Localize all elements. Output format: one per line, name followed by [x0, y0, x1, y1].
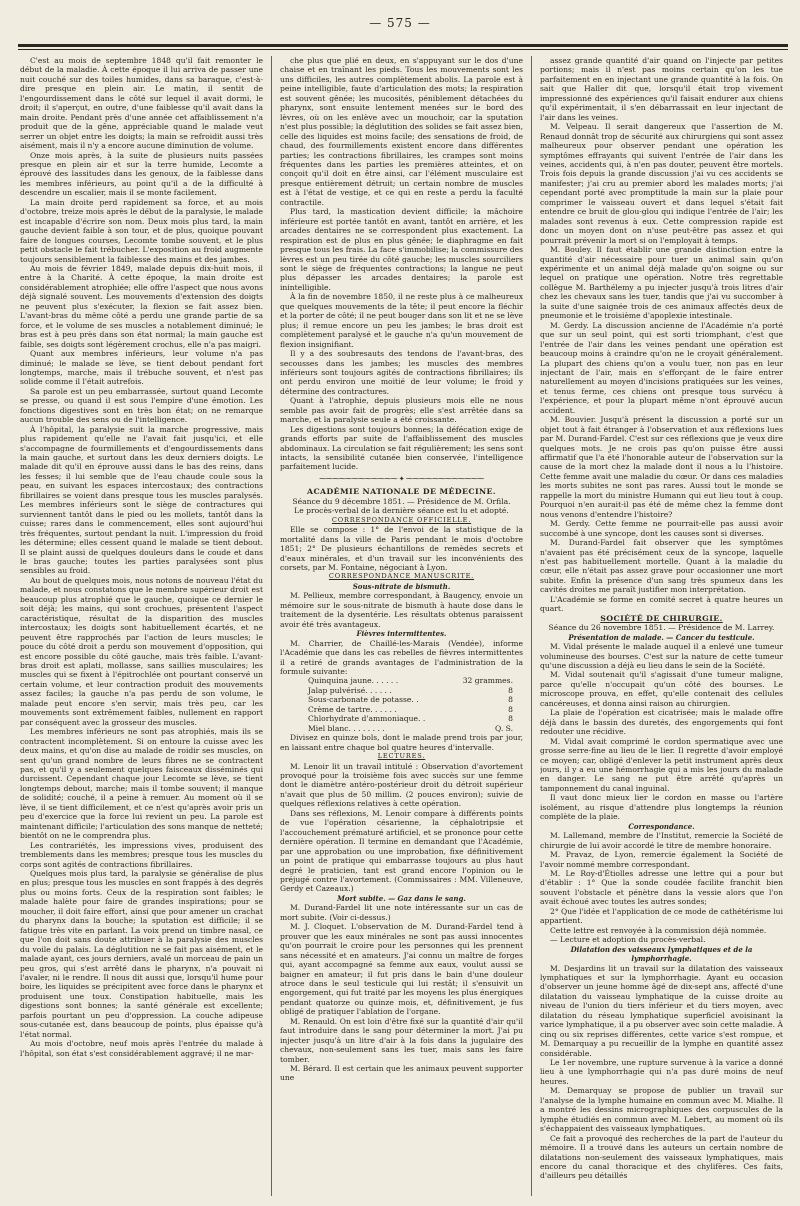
paragraph: La plaie de l'opération est cicatrisée; mais le malade offre déjà dans le bassin des duretés, des engorgements qui font redouter une récidive. — [540, 708, 783, 737]
paragraph: Quant aux membres inférieurs, leur volume n'a pas diminué; le malade se lève, se tient debout pendant fort longtemps, marche, mais il trébuche souvent, et n'est pas solide comme il l'était autrefois. — [20, 349, 263, 387]
paragraph: M. Vidal avait comprimé le cordon spermatique avec une grosse serre-fine au lieu de le lier. Il regrette d'avoir employé ce moyen; car, obligé d'enlever la petit instrument après deux jours, il y a eu une hémorrhagie qui a mis les jours du malade en danger. Le sang ne put être arrêté qu'après un tamponnement du canal inguinal. — [540, 736, 783, 793]
paragraph: M. Vidal présente le malade auquel il a enlevé une tumeur volumineuse des bourses. C'est sur la nature de cette tumeur qu'une discussion a déjà eu lieu dans le sein de la Société. — [540, 642, 783, 670]
paragraph: M. Bérard. Il est certain que les animaux peuvent supporter une — [280, 1064, 523, 1083]
paragraph: Sa parole est un peu embarrassée, surtout quand Lecomte se presse, ou quand il est sous l'empire d'une émotion. Les fonctions digestives sont en très bon état; on ne remarque aucun trouble des sens ou de l'intelligence. — [20, 386, 263, 425]
quantity: 8 — [508, 695, 513, 705]
column-1 — [20, 56, 263, 1196]
subheading: Présentation de malade. — Cancer du testicule. — [568, 632, 755, 642]
paragraph: À l'hôpital, la paralysie suit la marche progressive, mais plus rapidement qu'elle ne l'avait fait jusqu'ici, et elle s'accompagne de fourmillements et d'engourdissements dans la main gauche, et surtout dans les deux derniers doigts. Le malade dit qu'il en éprouve aussi dans le bas des reins, dans les fesses; il lui semble que de l'eau chaude coule sous la peau, en suivant les espaces intercostaux; des contractions fibrillaires se voient dans presque tous les muscles paralysés. Les membres inférieurs sont le siège de contractures qui surviennent tantôt dans le pied ou les mollets, tantôt dans la cuisse; rares dans le commencement, elles sont aujourd'hui très fréquentes, surtout pendant la nuit. L'impression du froid les détermine; elles cessent quand le malade se tient debout. Il se plaint aussi de quelques douleurs dans le coude et dans le bras gauche; toutes les parties paralysées sont plus sensibles au froid. — [20, 424, 263, 576]
page-number: — 575 — — [369, 16, 431, 30]
paragraph: M. Desjardins lit un travail sur la dilatation des vaisseaux lymphatiques et sur la lymphorrhagie. Ayant eu occasion d'observer un jeune homme âgé de dix-sept ans, affecté d'une dilatation du vaisseau lymphatique de la cuisse droite au niveau de l'union du tiers inférieur et du tiers moyen, avec dilatation du réseau lymphatique superficiel avoisinant la varice lymphatique, il a pu observer avec soin cette maladie. À cinq ou six reprises différentes, cette varice s'est rompue, et M. Demarquay a pu recueillir de la lymphe en quantité assez considérable. — [540, 963, 783, 1058]
paragraph: M. Pravaz, de Lyon, remercie également la Société de l'avoir nommé membre correspondant. — [540, 850, 783, 869]
paragraph: Il y a des soubresauts des tendons de l'avant-bras, des secousses dans les jambes; les muscles des membres inférieurs sont toujours agités de contractions fibrillaires; ils ont perdu environ une moitié de leur volume; le froid y détermine des contractures. — [280, 349, 523, 396]
column-3 — [540, 56, 783, 1196]
ingredient: Miel blanc. . . . . . . . — [308, 723, 385, 733]
paragraph: Plus tard, la mastication devient difficile; la mâchoire inférieure est portée tantôt en avant, tantôt en arrière, et les arcades dentaires ne se correspondent plus exactement. La respiration est de plus en plus gênée; le diaphragme en fait presque tous les frais. La face s'immobilise; la commissure des lèvres est un peu tirée du côté gauche; les muscles sourciliers sont le siège de fréquentes contractions; la langue ne peut plus dépasser les arcades dentaires; la parole est inintelligible. — [280, 207, 523, 292]
subheading: CORRESPONDANCE MANUSCRITE. — [328, 572, 475, 581]
paragraph: Les contrariétés, les impressions vives, produisent des tremblements dans les membres; presque tous les muscles du corps sont agités de contractions fibrillaires. — [20, 840, 263, 869]
paragraph: Le procès-verbal de la dernière séance est lu et adopté. — [294, 506, 509, 516]
paragraph: assez grande quantité d'air quand on l'injecte par petites portions; mais il n'est pas moins certain qu'on les tue parfaitement en en injectant une grande quantité à la fois. On sait que Haller dit que, lorsqu'il était trop vivement impressionné des expériences qu'il faisait endurer aux chiens qu'il expérimentait, il s'en débarrassait en leur injectant de l'air dans les veines. — [540, 56, 783, 122]
paragraph: M. Lallemand, membre de l'Institut, remercie la Société de chirurgie de lui avoir accordé le titre de membre honoraire. — [540, 831, 783, 850]
formula-row — [280, 676, 523, 685]
paragraph: M. Demarquay se propose de publier un travail sur l'analyse de la lymphe humaine en commun avec M. Mialhe. Il a montré les dessins micrographiques des corpuscules de la lymphe étudiés en commun avec M. Lebert, au moment où ils s'échappaient des vaisseaux lymphatiques. — [540, 1086, 783, 1134]
ingredient: Sous-carbonate de potasse. . — [308, 695, 419, 705]
paragraph: La main droite perd rapidement sa force, et au mois d'octobre, treize mois après le début de la paralysie, le malade est incapable d'écrire son nom. Deux mois plus tard, la main gauche devient faible à son tour, et de plus, quoique pouvant faire de longues courses, Lecomte tombe souvent, et le plus petit obstacle le fait trébucher. L'exposition au froid augmente toujours sensiblement la faiblesse des mains et des jambes. — [20, 197, 263, 264]
paragraph: Les membres inférieurs ne sont pas atrophiés, mais ils se contractent incomplètement. Si on entoure la cuisse avec les deux mains, et qu'on dise au malade de roidir ses muscles, on sent qu'un grand nombre de leurs fibres ne se contractent pas, et qu'il y a seulement quelques faisceaux disséminés qui durcissent. Cependant chaque jour Lecomte se lève, se tient longtemps debout, marche; mais il tombe souvent; il manque de solidité; couché, il a peine à remuer. Au moment où il se lève, il se tient difficilement, et ce n'est qu'après avoir pris un peu d'exercice que la force lui revient un peu. La parole est maintenant difficile; l'articulation des sons manque de netteté; bientôt on ne le comprendra plus. — [20, 727, 263, 841]
quantity: 32 grammes. — [462, 676, 513, 686]
section-title-academie: ACADÉMIE NATIONALE DE MÉDECINE. — [307, 487, 496, 497]
header-rule-thin — [18, 49, 788, 50]
paragraph: 2° Que l'idée et l'application de ce mode de cathétérisme lui appartient. — [540, 906, 783, 926]
paragraph: Elle se compose : 1° de l'envoi de la statistique de la mortalité dans la ville de Paris pendant le mois d'octobre 1851; 2° De plusieurs échantillons de remèdes secrets et d'eaux minérales, et d'un travail sur les inconvénients des corsets, par M. Fontaine, négociant à Lyon. — [280, 525, 523, 573]
paragraph: Au bout de quelques mois, nous notons de nouveau l'état du malade, et nous constatons que le membre supérieur droit est beaucoup plus atrophié que le gauche, quoique ce dernier le soit déjà; les mains, qui sont crochues, présentent l'aspect caractéristique, résultat de la disparition des muscles intercostaux; les doigts sont habituellement écartés, et ne peuvent être rapprochés par l'action de leurs muscles; le pouce du côté droit a perdu son mouvement d'opposition, qui est encore possible du côté gauche, mais très faible. L'avant-bras droit est aplati, mollasse, sans saillies musculaires; les muscles qui se fixent à l'épitrochlée ont pourtant conservé un certain volume, et leur contraction produit des mouvements assez faciles; la gauche n'a pas perdu de son volume, le malade peut encore s'en servir, mais très peu, car les mouvements sont extrêmement faibles, nullement en rapport par conséquent avec la grosseur des muscles. — [20, 575, 263, 727]
paragraph: Au mois de février 1849, malade depuis dix-huit mois, il entre à la Charité. À cette époque, la main droite est considérablement atrophiée; elle offre l'aspect que nous avons déjà signalé souvent. Les mouvements d'extension des doigts ne peuvent plus s'exécuter, la flexion se fait assez bien. L'avant-bras du même côté a perdu une grande partie de sa force, et le volume de ses muscles a notablement diminué; le bras est à peu près dans son état normal; la main gauche est faible, ses doigts sont légèrement crochus, elle n'a pas maigri. — [20, 263, 263, 349]
paragraph: Dans ses réflexions, M. Lenoir compare à différents points de vue l'opération césarienne, la céphalotripsie et l'accouchement prématuré artificiel, et se prononce pour cette dernière opération. Il termine en demandant que l'Académie, par une approbation ou une improbation, fixe définitivement un point de pratique qui embarrasse toujours au plus haut degré le praticien, tant est grand encore l'opinion ou le préjugé contre l'avortement. (Commissaires : MM. Villeneuve, Gerdy et Cazeaux.) — [280, 808, 523, 894]
column-2 — [280, 56, 523, 1196]
ingredient: Chlorhydrate d'ammoniaque. . — [308, 714, 426, 724]
session-line: Séance du 9 décembre 1851. — Présidence de M. Orfila. — [292, 496, 511, 506]
quantity: 8 — [508, 685, 513, 695]
header-rule — [18, 44, 788, 47]
ingredient: Jalap pulvérisé. . . . . . — [308, 685, 392, 695]
formula-row — [280, 724, 523, 733]
paragraph: M. Gerdy. Cette femme ne pourrait-elle pas aussi avoir succombé à une syncope, dont les causes sont si diverses. — [540, 519, 783, 538]
paragraph: Le 1er novembre, une rupture survenue à la varice a donné lieu à une lymphorrhagie qui n'a pas duré moins de neuf heures. — [540, 1058, 783, 1086]
paragraph: M. Durand-Fardel lit une note intéressante sur un cas de mort subite. (Voir ci-dessus.) — [280, 903, 523, 922]
subheading: CORRESPONDANCE OFFICIELLE. — [331, 515, 472, 524]
paragraph: Au mois d'octobre, neuf mois après l'entrée du malade à l'hôpital, son état s'est considérablement aggravé; il ne mar- — [20, 1039, 263, 1058]
paragraph: Quelques mois plus tard, la paralysie se généralise de plus en plus; presque tous les muscles en sont frappés à des degrés plus ou moins forts. Ceux de la respiration sont faibles; le malade halète pour faire de grandes inspirations; pour se moucher, il doit faire effort, ainsi que pour amener un crachat du pharynx dans la bouche; la sputation est difficile; il se fatigue très vite en parlant. La voix prend un timbre nasal, ce que l'on doit sans doute attribuer à la paralysie des muscles du voile du palais. La déglutition ne se fait pas aisément, et le malade ayant, ces jours derniers, avalé un morceau de pain un peu gros, qui s'est arrêté dans le pharynx, n'a pouvait ni l'avaler, ni le rendre. Il nous dit aussi que, lorsqu'il hume pour boire, les liquides se précipitent avec force dans le pharynx et produisent une toux. Constipation habituelle, mais les digestions sont bonnes; la santé générale est excellente; parfois pourtant un peu d'oppression. La couche adipeuse sous-cutanée est, dans beaucoup de points, plus épaisse qu'à l'état normal. — [20, 868, 263, 1039]
paragraph: M. Bouvier. Jusqu'à présent la discussion a porté sur un objet tout à fait étranger à l'observation et aux réflexions lues par M. Durand-Fardel. C'est sur ces réflexions que je veux dire quelques mots. Je ne crois pas qu'on puisse être aussi affirmatif que l'a été l'honorable auteur de l'observation sur la cause de la mort chez la malade dont il nous a lu l'histoire. Cette femme avait une maladie du cœur. Or dans ces maladies les morts subites ne sont pas rares. Aussi tout le monde se rappelle la mort du ministre Humann qui eut lieu tout à coup. Pourquoi n'en aurait-il pas été de même chez la femme dont nous venons d'entendre l'histoire? — [540, 415, 783, 519]
formula-row — [280, 714, 523, 723]
paragraph: M. Lenoir lit un travail intitulé : Observation d'avortement provoqué pour la troisième fois avec succès sur une femme dont le diamètre antéro-postérieur droit du détroit supérieur n'avait que plus de 50 millim. (2 pouces environ); suivie de quelques réflexions relatives à cette opération. — [280, 761, 523, 809]
column-divider — [271, 56, 272, 1196]
subheading: LECTURES. — [377, 752, 426, 761]
subheading: Fièvres intermittentes. — [356, 629, 447, 639]
paragraph: M. Bouley. Il faut établir une grande distinction entre la quantité d'air nécessaire pour tuer un animal sain qu'on expérimente et un animal déjà malade qu'on soigne ou sur lequel on pratique une opération. Notre très regrettable collègue M. Barthélemy a pu injecter jusqu'à trois litres d'air chez les chevaux sans les tuer, tandis que j'ai vu succomber à la suite d'une saignée trois de ces animaux affectés deux de pneumonie et le troisième d'apoplexie intestinale. — [540, 245, 783, 321]
paragraph: Les digestions sont toujours bonnes; la défécation exige de grands efforts par suite de l'affaiblissement des muscles abdominaux. La circulation se fait régulièrement; les sens sont intacts, la sensibilité cutanée bien conservée, l'intelligence parfaitement lucide. — [280, 424, 523, 472]
subheading: Mort subite. — Gaz dans le sang. — [337, 893, 466, 903]
paragraph: Ce fait a provoqué des recherches de la part de l'auteur du mémoire. Il a trouvé dans les auteurs un certain nombre de dilatations non-seulement des vaisseaux lymphatiques, mais encore du canal thoracique et des chylifères. Ces faits, d'ailleurs peu détaillés — [540, 1133, 783, 1181]
paragraph: Quant à l'atrophie, depuis plusieurs mois elle ne nous semble pas avoir fait de progrès; elle s'est arrêtée dans sa marche, et la paralysie seule a été croissante. — [280, 396, 523, 425]
column-divider — [531, 56, 532, 1196]
paragraph: M. Gerdy. La discussion ancienne de l'Académie n'a porté que sur un seul point, qui est sorti triomphant, c'est que l'entrée de l'air dans les veines pendant une opération est beaucoup moins à craindre qu'on ne le croyait généralement. La plupart des chiens qu'on a voulu tuer, non pas en leur injectant de l'air, mais en s'efforçant de le faire entrer naturellement au moyen d'incisions pratiquées sur les veines, et tenus ferme, ces chiens ont presque tous survécu à l'expérience, et pour la plupart même n'ont éprouvé aucun accident. — [540, 320, 783, 415]
ingredient: Crème de tartre. . . . . . — [308, 704, 397, 714]
paragraph: M. Durand-Fardel fait observer que les symptômes n'avaient pas été précisément ceux de la syncope, laquelle n'est pas habituellement mortelle. Quant à la maladie du cœur, elle n'était pas assez grave pour occasionner une mort subite. Enfin la présence d'un sang très spumeux dans les cavités droites me paraît justifier mon interprétation. — [540, 538, 783, 595]
formula-row — [280, 705, 523, 714]
paragraph: Divisez en quinze bols, dont le malade prend trois par jour, en laissant entre chaque bol quatre heures d'intervalle. — [280, 733, 523, 752]
subheading: Dilatation des vaisseaux lymphatiques et de la lymphorrhagie. — [570, 944, 753, 964]
quantity: 8 — [508, 714, 513, 724]
formula-row — [280, 695, 523, 704]
paragraph: L'Académie se forme en comité secret à quatre heures un quart. — [540, 594, 783, 614]
subheading: Sous-nitrate de bismuth. — [352, 581, 451, 591]
section-title-chirurgie: SOCIÉTÉ DE CHIRURGIE. — [600, 613, 723, 623]
paragraph: C'est au mois de septembre 1848 qu'il fait remonter le début de la maladie. À cette époque il lui arriva de passer une nuit couché sur des toiles humides, dans sa baraque, c'est-à-dire presque en plein air. Le matin, il sentit de l'engourdissement dans le côté sur lequel il avait dormi, le droit; il s'aperçut, en outre, d'une faiblesse qu'il avait dans la main droite. Pendant près d'une année cet affaiblissement n'a produit que de la gêne, appréciable quand le malade veut serrer un objet entre les doigts; la main se refroidit aussi très aisément, mais il n'y a encore aucune diminution de volume. — [20, 56, 263, 151]
quantity: Q. S. — [494, 723, 513, 733]
subheading: Correspondance. — [628, 821, 695, 831]
paragraph: M. Charrier, de Chaillé-les-Marais (Vendée), informe l'Académie que dans les cas rebelles de fièvres intermittentes il a retiré de grands avantages de l'administration de la formule suivante: — [280, 638, 523, 676]
formula-row — [280, 686, 523, 695]
session-line: Séance du 26 novembre 1851. — Présidence de M. Larrey. — [548, 623, 775, 633]
paragraph: M. Vidal soutenait qu'il s'agissait d'une tumeur maligne, parce qu'elle n'occupait qu'un côté des bourses. Le microscope prouva, en effet, qu'elle contenait des cellules cancéreuses, et donna ainsi raison au chirurgien. — [540, 670, 783, 708]
paragraph: M. Pellieux, membre correspondant, à Baugency, envoie un mémoire sur le sous-nitrate de bismuth à haute dose dans le traitement de la dysentérie. Les résultats obtenus paraissent avoir été très avantageux. — [280, 591, 523, 629]
formula-list — [280, 676, 523, 733]
paragraph: Onze mois après, à la suite de plusieurs nuits passées presque en plein air et sur la terre humide, Lecomte a éprouvé des lassitudes dans les genoux, de la faiblesse dans les membres inférieurs, au point qu'il a de la difficulté à descendre un escalier, mais il se monte facilement. — [20, 150, 263, 198]
paragraph: Il vaut donc mieux lier le cordon en masse ou l'artère isolément, au risque d'attendre plus longtemps la réunion complète de la plaie. — [540, 793, 783, 822]
ornament-divider: ⁓⁓⁓⁓⁓⁓⁓⁓⁓⁓⁓⁓ ✦ ⁓⁓⁓⁓⁓⁓⁓⁓⁓⁓⁓⁓ — [319, 474, 484, 483]
paragraph: À la fin de novembre 1850, il ne reste plus à ce malheureux que quelques mouvements de la tête; il peut encore la fléchir et la porter de côté; il ne peut bouger dans son lit et ne se lève plus; il remue encore un peu les jambes; le bras droit est complètement paralysé et le gauche n'a qu'un mouvement de flexion insignifiant. — [280, 292, 523, 349]
paragraph: M. J. Cloquet. L'observation de M. Durand-Fardel tend à prouver que les eaux minérales ne sont pas aussi innocentes qu'on pourrait le croire pour les personnes qui les prennent sans nécessité et en amateurs. J'ai connu un maître de forges qui, ayant accompagné sa femme aux eaux, voulut aussi se baigner en amateur; il fut pris dans le bain d'une douleur atroce dans le seul testicule qui lui restât; il s'ensuivit un engorgement, qui fut traité par les moyens les plus énergiques pendant quatorze ou quinze mois, et, définitivement, je fus obligé de pratiquer l'ablation de l'organe. — [280, 922, 523, 1017]
paragraph: M. Velpeau. Il serait dangereux que l'assertion de M. Renaud donnât trop de sécurité aux chirurgiens qui sont assez malheureux pour observer pendant une opération les symptômes effrayants qui suivent l'entrée de l'air dans les veines, accidents qui, à n'en pas douter, peuvent être mortels. Trois fois depuis la grande discussion j'ai vu ces accidents se manifester; j'ai cru au premier abord les malades morts; j'ai cependant porté avec promptitude la main sur la plaie pour comprimer le vaisseau ouvert et dans lequel s'était fait entendre ce bruit de glou-glou qui indique l'entrée de l'air; les malades sont revenus à eux. Cette compression rapide est donc un moyen dont on n'use peut-être pas assez et qui pourrait prévenir la mort si on l'employait à temps. — [540, 122, 783, 245]
paragraph: che plus que plié en deux, en s'appuyant sur le dos d'une chaise et en traînant les pieds. Tous les mouvements sont les uns difficiles, les autres complètement abolis. La parole est à peine intelligible, faute d'articulation des mots; la respiration est souvent gênée; les mucosités, péniblement détachées du pharynx, sont ensuite lentement menées sur le bord des lèvres, où on les enlève avec un mouchoir, car la sputation n'est plus possible; la déglutition des solides se fait assez bien, celle des liquides est moins facile; des sensations de froid, de chaud, des fourmillements existent encore dans différentes parties; les contractions fibrillaires, les crampes sont moins fréquentes dans les parties les premières atteintes, et on conçoit qu'il doit en être ainsi, car l'élément musculaire est presque entièrement détruit; un certain nombre de muscles est à l'état de vestige, et ce qui en reste a perdu la faculté contractile. — [280, 56, 523, 207]
quantity: 8 — [508, 704, 513, 714]
ingredient: Quinquina jaune. . . . . . — [308, 676, 399, 686]
paragraph: M. Renauld. On est loin d'être fixé sur la quantité d'air qu'il faut introduire dans le sang pour déterminer la mort. J'ai pu injecter jusqu'à un litre d'air à la fois dans la jugulaire des chevaux, non-seulement sans les tuer, mais sans les faire tomber. — [280, 1016, 523, 1064]
paragraph: — Lecture et adoption du procès-verbal. — [550, 935, 706, 945]
paragraph: M. Le Roy-d'Étiolles adresse une lettre qui a pour but d'établir : 1° Que la sonde coudée facilite franchit bien souvent l'obstacle et pénètre dans la vessie alors que l'on avait échoué avec toutes les autres sondes; — [540, 868, 783, 907]
paragraph: Cette lettre est renvoyée à la commission déjà nommée. — [550, 925, 767, 935]
